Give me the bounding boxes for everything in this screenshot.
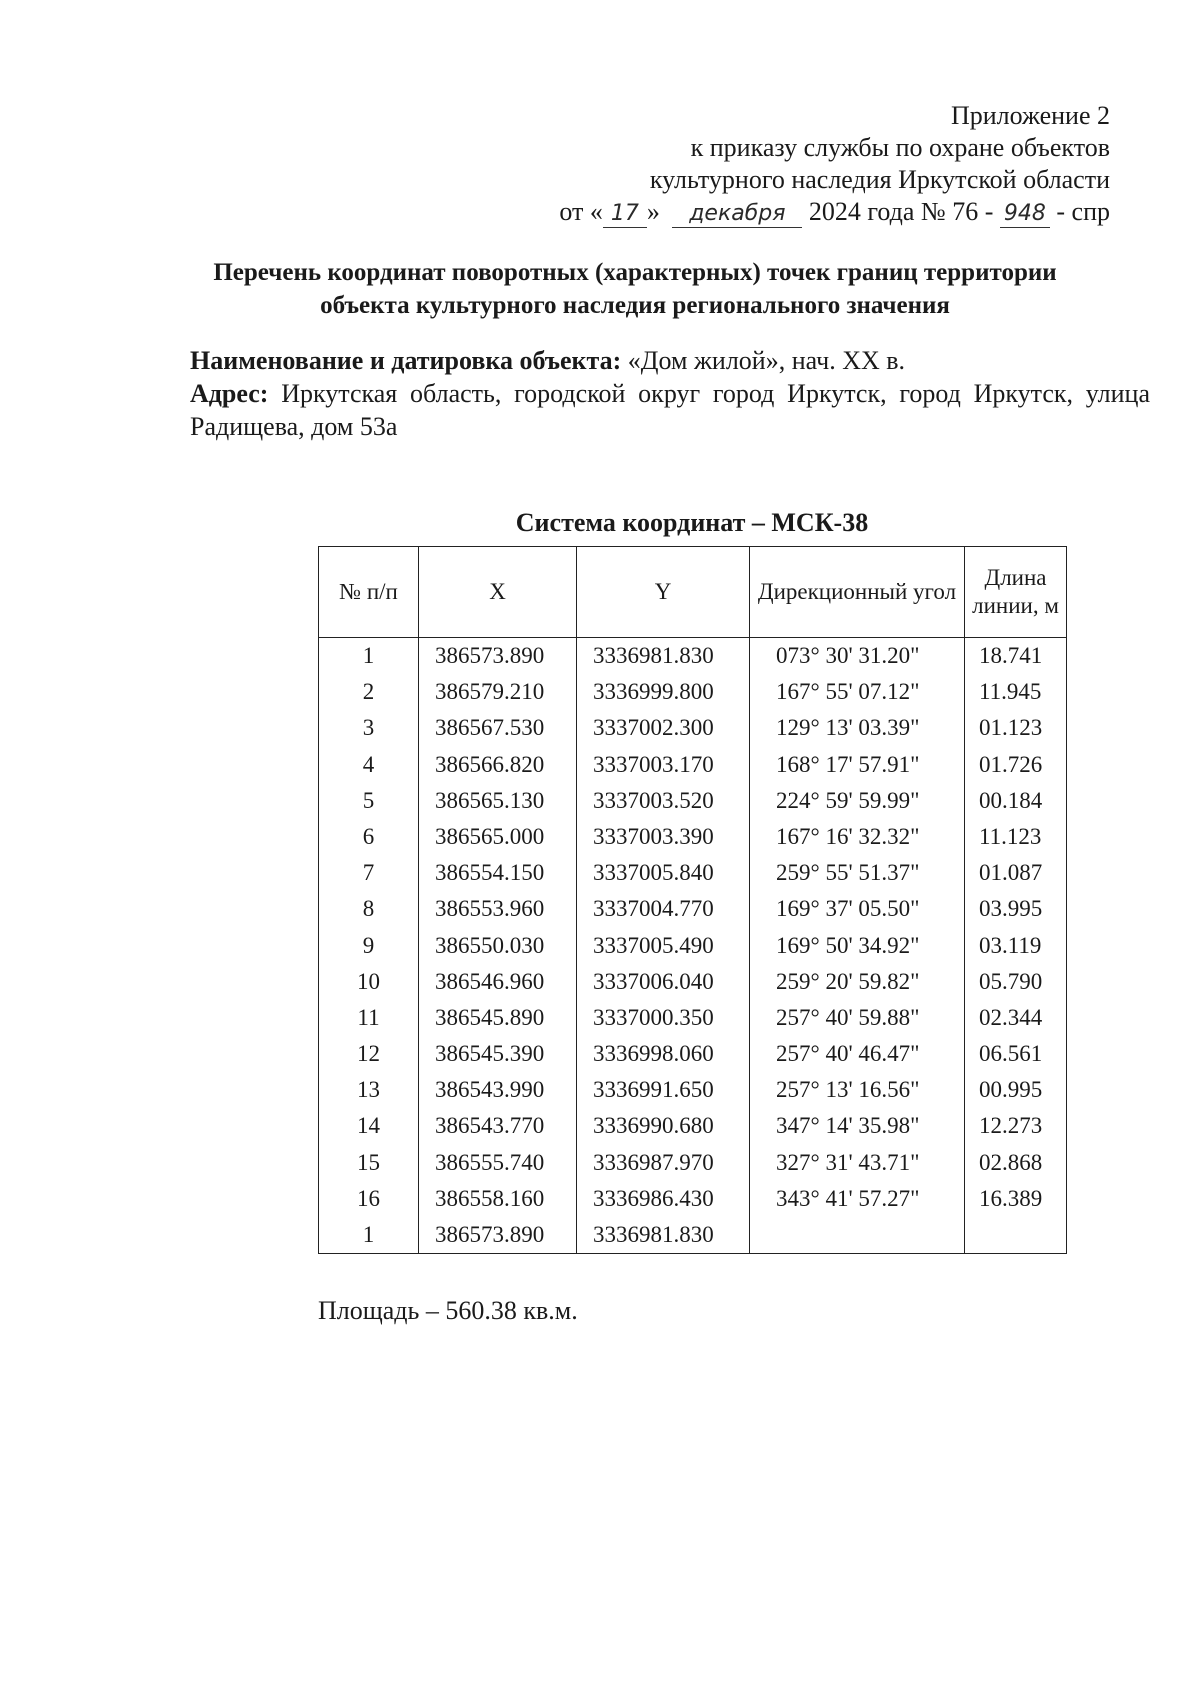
direction-angle-cell: 129° 13' 03.39" <box>776 715 920 741</box>
line-length-cell: 02.868 <box>979 1149 1043 1175</box>
x-coordinate-cell: 386565.130 <box>435 787 545 813</box>
x-coordinate-cell: 386565.000 <box>435 823 545 849</box>
x-coordinate-cell: 386545.890 <box>435 1004 545 1030</box>
direction-angle-cell: 167° 16' 32.32" <box>776 823 920 849</box>
point-number-cell: 2 <box>362 679 375 705</box>
line-length-cell: 18.741 <box>979 643 1043 668</box>
line-length-cell: 16.389 <box>979 1185 1043 1211</box>
y-coordinate-cell: 3337003.390 <box>593 823 714 849</box>
y-coordinate-cell: 3336999.800 <box>593 679 714 705</box>
point-number-cell: 14 <box>357 1113 380 1139</box>
agency-line: культурного наследия Иркутской области <box>649 165 1110 194</box>
appendix-label: Приложение 2 <box>950 101 1110 130</box>
x-coordinate-cell: 386555.740 <box>435 1149 545 1175</box>
direction-angle-cell: 167° 55' 07.12" <box>776 679 920 705</box>
title-line-1: Перечень координат поворотных (характерных) точек границ территории <box>213 259 1057 286</box>
line-length-cell: 00.995 <box>979 1077 1043 1103</box>
y-coordinate-cell: 3337004.770 <box>593 896 714 922</box>
point-number-cell: 12 <box>357 1041 380 1067</box>
x-coordinate-cell: 386553.960 <box>435 896 545 922</box>
x-coordinate-cell: 386566.820 <box>435 751 545 777</box>
table-body-row <box>319 638 1067 1254</box>
point-number-column <box>319 638 419 1254</box>
point-number-cell: 7 <box>362 860 375 886</box>
line-length-column <box>965 638 1067 1254</box>
line-length-cell: 12.273 <box>979 1113 1043 1139</box>
y-coordinate-cell: 3336981.830 <box>593 1222 714 1247</box>
order-reference-line: к приказу службы по охране объектов <box>690 133 1110 162</box>
header-y: Y <box>577 547 750 638</box>
direction-angle-cell: 257° 13' 16.56" <box>776 1077 920 1103</box>
area-total: Площадь – 560.38 кв.м. <box>318 1296 578 1325</box>
y-coordinate-cell: 3337006.040 <box>593 968 714 994</box>
handwritten-month: декабря <box>672 201 802 228</box>
document-title <box>120 256 1150 322</box>
order-date-line <box>559 196 1110 228</box>
y-coordinate-cell: 3336991.650 <box>593 1077 714 1103</box>
point-number-cell: 3 <box>362 715 375 741</box>
y-coordinate-cell: 3337000.350 <box>593 1004 714 1030</box>
x-coordinate-cell: 386546.960 <box>435 968 545 994</box>
x-coordinate-cell: 386573.890 <box>435 643 545 668</box>
line-length-cell: 05.790 <box>979 968 1043 994</box>
x-coordinate-cell: 386545.390 <box>435 1041 545 1067</box>
title-line-2: объекта культурного наследия регионального значения <box>320 292 950 319</box>
header-x: X <box>419 547 577 638</box>
line-length-cell: 02.344 <box>979 1004 1043 1030</box>
object-name-label: Наименование и датировка объекта: <box>190 346 622 375</box>
header-angle: Дирекционный угол <box>750 547 965 638</box>
y-coordinate-cell: 3337003.520 <box>593 787 714 813</box>
date-prefix: от « <box>559 197 603 226</box>
table-header-row <box>319 547 1067 638</box>
direction-angle-cell: 168° 17' 57.91" <box>776 751 920 777</box>
header-num: № п/п <box>319 547 419 638</box>
point-number-cell: 9 <box>362 932 375 958</box>
point-number-cell: 13 <box>357 1077 380 1103</box>
address-label: Адрес: <box>190 379 269 408</box>
direction-angle-cell: 259° 20' 59.82" <box>776 968 920 994</box>
line-length-cell: 01.087 <box>979 860 1043 886</box>
x-coordinate-cell: 386567.530 <box>435 715 545 741</box>
y-coordinate-cell: 3336987.970 <box>593 1149 714 1175</box>
direction-angle-cell: 259° 55' 51.37" <box>776 860 920 886</box>
object-name <box>190 344 1150 377</box>
point-number-cell: 5 <box>362 787 375 813</box>
point-number-cell: 11 <box>357 1004 380 1030</box>
direction-angle-cell: 224° 59' 59.99" <box>776 787 920 813</box>
x-coordinate-cell: 386558.160 <box>435 1185 545 1211</box>
y-coordinate-cell: 3336990.680 <box>593 1113 714 1139</box>
x-coordinate-cell: 386550.030 <box>435 932 545 958</box>
object-name-value: «Дом жилой», нач. XX в. <box>627 346 906 375</box>
point-number-cell: 4 <box>362 751 375 777</box>
header-length: Длина линии, м <box>965 547 1067 638</box>
direction-angle-cell: 327° 31' 43.71" <box>776 1149 920 1175</box>
direction-angle-cell: 169° 50' 34.92" <box>776 932 920 958</box>
direction-angle-cell: 257° 40' 59.88" <box>776 1004 920 1030</box>
direction-angle-cell: 169° 37' 05.50" <box>776 896 920 922</box>
x-coordinate-cell: 386543.770 <box>435 1113 545 1139</box>
x-coordinate-cell: 386554.150 <box>435 860 545 886</box>
x-coordinate-cell: 386579.210 <box>435 679 545 705</box>
point-number-cell: 15 <box>357 1149 380 1175</box>
order-suffix: - спр <box>1056 197 1110 226</box>
y-coordinate-cell: 3337002.300 <box>593 715 714 741</box>
x-coordinate-column <box>419 638 577 1254</box>
line-length-cell: 01.726 <box>979 751 1043 777</box>
x-coordinate-cell: 386573.890 <box>435 1222 545 1247</box>
y-coordinate-cell: 3336998.060 <box>593 1041 714 1067</box>
line-length-cell: 00.184 <box>979 787 1043 813</box>
address-value: Иркутская область, городской округ город Иркутск, город Иркутск, улица Радищева, дом 53а <box>190 379 1150 441</box>
point-number-cell: 1 <box>362 643 375 668</box>
date-mid: » <box>646 197 660 226</box>
y-coordinate-cell: 3336986.430 <box>593 1185 714 1211</box>
object-address <box>190 377 1150 443</box>
line-length-cell: 01.123 <box>979 715 1043 741</box>
line-length-cell: 03.119 <box>979 932 1042 958</box>
direction-angle-column <box>750 638 965 1254</box>
line-length-cell: 06.561 <box>979 1041 1043 1067</box>
direction-angle-cell: 343° 41' 57.27" <box>776 1185 920 1211</box>
handwritten-day: 17 <box>603 201 647 228</box>
line-length-cell: 11.123 <box>979 823 1042 849</box>
x-coordinate-cell: 386543.990 <box>435 1077 545 1103</box>
y-coordinate-cell: 3337005.490 <box>593 932 714 958</box>
point-number-cell: 6 <box>362 823 375 849</box>
y-coordinate-cell: 3337005.840 <box>593 860 714 886</box>
year-and-number: 2024 года № 76 - <box>808 197 994 226</box>
point-number-cell: 16 <box>357 1185 380 1211</box>
line-length-cell: 03.995 <box>979 896 1043 922</box>
point-number-cell: 1 <box>362 1222 375 1247</box>
coordinates-table <box>318 546 1067 1254</box>
coordinate-system-caption: Система координат – МСК-38 <box>515 508 869 537</box>
y-coordinate-cell: 3336981.830 <box>593 643 714 668</box>
point-number-cell: 10 <box>357 968 380 994</box>
y-coordinate-cell: 3337003.170 <box>593 751 714 777</box>
line-length-cell: 11.945 <box>979 679 1042 705</box>
direction-angle-cell: 347° 14' 35.98" <box>776 1113 920 1139</box>
point-number-cell: 8 <box>362 896 375 922</box>
handwritten-order-number: 948 <box>1000 201 1050 228</box>
y-coordinate-column <box>577 638 750 1254</box>
direction-angle-cell: 257° 40' 46.47" <box>776 1041 920 1067</box>
direction-angle-cell: 073° 30' 31.20" <box>776 643 920 668</box>
